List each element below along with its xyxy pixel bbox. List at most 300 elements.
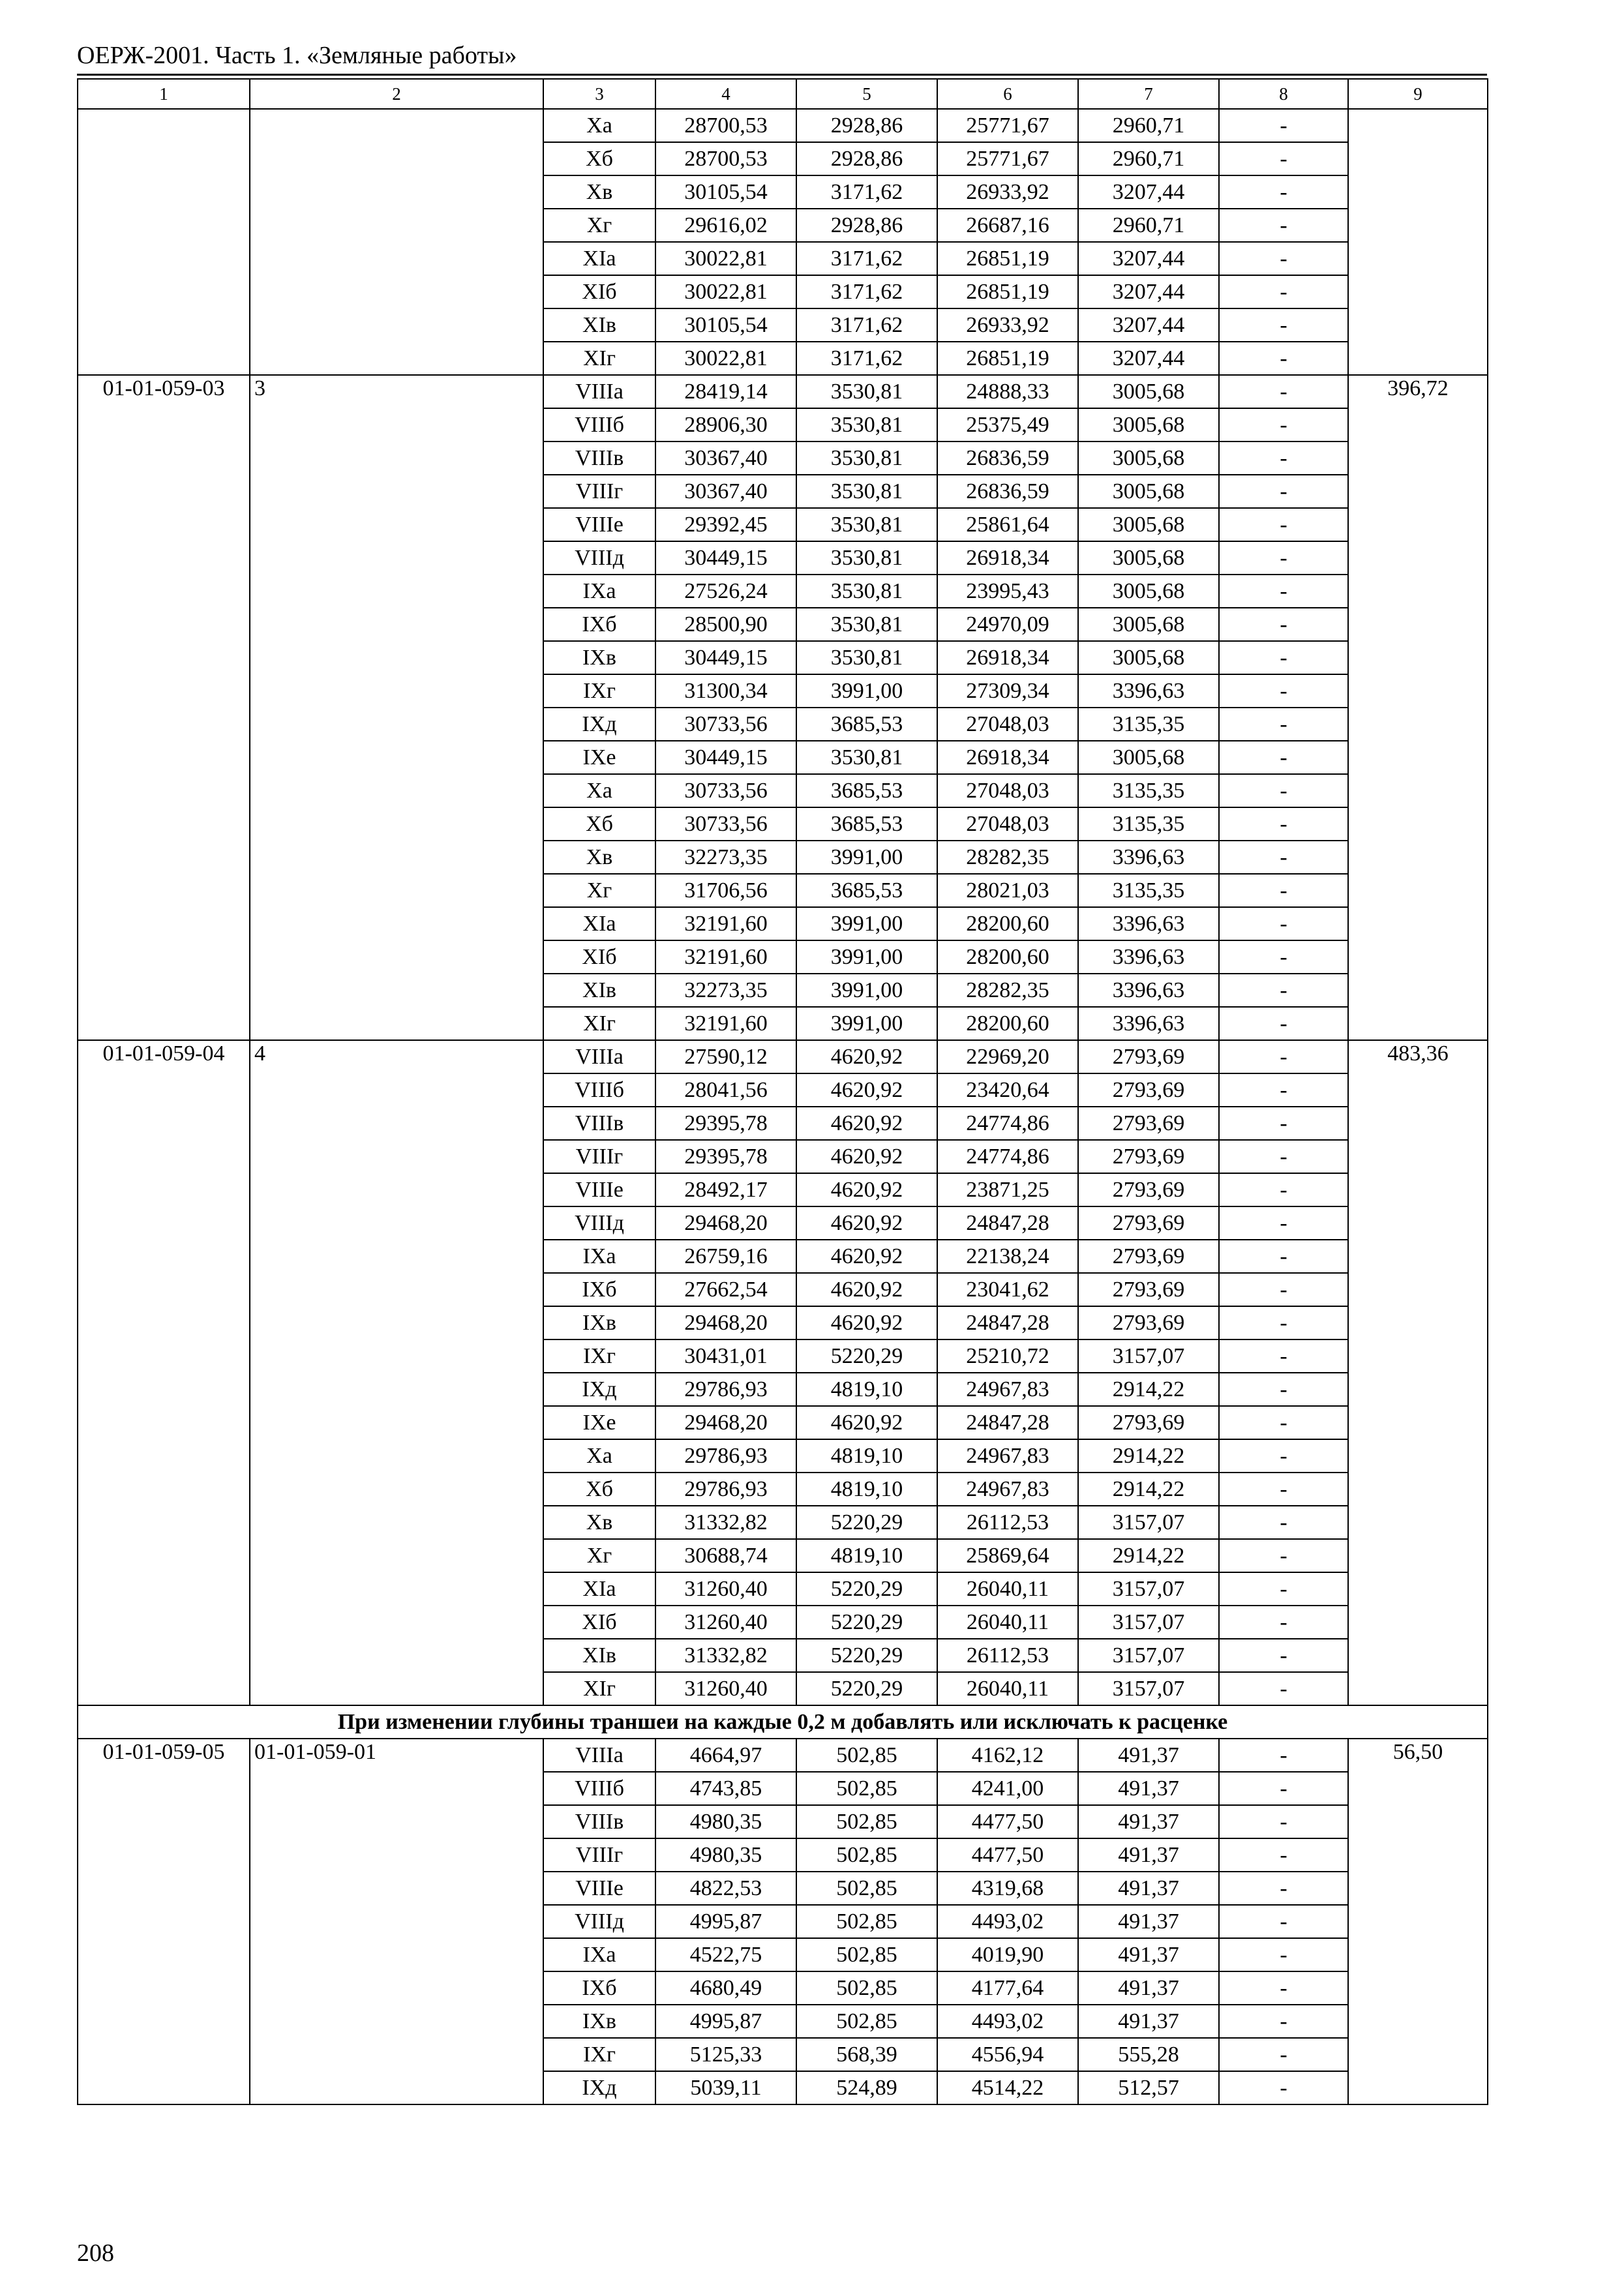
machine-cost-cell: 26851,19	[937, 275, 1078, 308]
machine-cost-cell: 24970,09	[937, 608, 1078, 641]
total-cost-cell: 4995,87	[655, 1905, 796, 1938]
machinist-wage-cell: 3005,68	[1078, 475, 1219, 508]
rate-name-cell: 4	[250, 1040, 543, 1705]
total-cost-cell: 4822,53	[655, 1872, 796, 1905]
table-body	[78, 79, 1488, 2104]
zone-cell: IXг	[543, 1339, 655, 1373]
machine-cost-cell: 26918,34	[937, 641, 1078, 674]
machine-cost-cell: 26040,11	[937, 1606, 1078, 1639]
material-cost-cell: -	[1219, 242, 1348, 275]
machine-cost-cell: 24967,83	[937, 1439, 1078, 1473]
machinist-wage-cell: 3396,63	[1078, 907, 1219, 940]
material-cost-cell: -	[1219, 1772, 1348, 1805]
material-cost-cell: -	[1219, 475, 1348, 508]
labor-cost-cell: 3685,53	[796, 807, 937, 841]
material-cost-cell: -	[1219, 774, 1348, 807]
machine-cost-cell: 4556,94	[937, 2038, 1078, 2071]
total-cost-cell: 29395,78	[655, 1140, 796, 1173]
zone-cell: IXб	[543, 1273, 655, 1306]
machine-cost-cell: 4493,02	[937, 1905, 1078, 1938]
labor-cost-cell: 5220,29	[796, 1506, 937, 1539]
labor-cost-cell: 3991,00	[796, 940, 937, 974]
total-cost-cell: 31706,56	[655, 874, 796, 907]
machine-cost-cell: 24774,86	[937, 1140, 1078, 1173]
total-cost-cell: 32273,35	[655, 841, 796, 874]
material-cost-cell: -	[1219, 1107, 1348, 1140]
labor-cost-cell: 4819,10	[796, 1473, 937, 1506]
material-cost-cell: -	[1219, 1439, 1348, 1473]
labor-cost-cell: 502,85	[796, 1805, 937, 1838]
rate-code-cell: 01-01-059-03	[78, 375, 250, 1040]
machinist-wage-cell: 491,37	[1078, 1971, 1219, 2005]
machinist-wage-cell: 3157,07	[1078, 1606, 1219, 1639]
rate-code-cell	[78, 109, 250, 375]
machine-cost-cell: 4477,50	[937, 1838, 1078, 1872]
material-cost-cell: -	[1219, 940, 1348, 974]
zone-cell: IXг	[543, 2038, 655, 2071]
machinist-wage-cell: 3005,68	[1078, 375, 1219, 408]
zone-cell: VIIIд	[543, 541, 655, 575]
machine-cost-cell: 26687,16	[937, 209, 1078, 242]
material-cost-cell: -	[1219, 1905, 1348, 1938]
machine-cost-cell: 26933,92	[937, 308, 1078, 342]
material-cost-cell: -	[1219, 1339, 1348, 1373]
total-cost-cell: 28492,17	[655, 1173, 796, 1206]
machinist-wage-cell: 2793,69	[1078, 1073, 1219, 1107]
machinist-wage-cell: 512,57	[1078, 2071, 1219, 2104]
zone-cell: IXa	[543, 1240, 655, 1273]
zone-cell: XIa	[543, 242, 655, 275]
column-number: 2	[250, 79, 543, 109]
machinist-wage-cell: 491,37	[1078, 1905, 1219, 1938]
labor-cost-cell: 3530,81	[796, 575, 937, 608]
machine-cost-cell: 4493,02	[937, 2005, 1078, 2038]
machinist-wage-cell: 3207,44	[1078, 175, 1219, 209]
material-cost-cell: -	[1219, 1240, 1348, 1273]
material-cost-cell: -	[1219, 1739, 1348, 1772]
material-cost-cell: -	[1219, 1306, 1348, 1339]
machinist-wage-cell: 2914,22	[1078, 1373, 1219, 1406]
total-cost-cell: 30431,01	[655, 1339, 796, 1373]
material-cost-cell: -	[1219, 1373, 1348, 1406]
labor-cost-cell: 3991,00	[796, 907, 937, 940]
machinist-wage-cell: 2793,69	[1078, 1406, 1219, 1439]
labor-cost-cell: 4620,92	[796, 1140, 937, 1173]
material-cost-cell: -	[1219, 408, 1348, 441]
material-cost-cell: -	[1219, 1206, 1348, 1240]
machinist-wage-cell: 3005,68	[1078, 441, 1219, 475]
labor-cost-cell: 3530,81	[796, 475, 937, 508]
machinist-wage-cell: 555,28	[1078, 2038, 1219, 2071]
machine-cost-cell: 28282,35	[937, 841, 1078, 874]
labor-cost-cell: 568,39	[796, 2038, 937, 2071]
machinist-wage-cell: 2960,71	[1078, 109, 1219, 142]
total-cost-cell: 29468,20	[655, 1206, 796, 1240]
material-cost-cell: -	[1219, 2005, 1348, 2038]
material-cost-cell: -	[1219, 1473, 1348, 1506]
labor-cost-cell: 4819,10	[796, 1439, 937, 1473]
zone-cell: XIa	[543, 907, 655, 940]
material-cost-cell: -	[1219, 1406, 1348, 1439]
total-cost-cell: 28906,30	[655, 408, 796, 441]
machinist-wage-cell: 2960,71	[1078, 142, 1219, 175]
labor-cost-cell: 4819,10	[796, 1373, 937, 1406]
material-cost-cell: -	[1219, 1506, 1348, 1539]
zone-cell: Xв	[543, 175, 655, 209]
machinist-wage-cell: 491,37	[1078, 2005, 1219, 2038]
labor-cost-cell: 3530,81	[796, 408, 937, 441]
machine-cost-cell: 24847,28	[937, 1406, 1078, 1439]
material-cost-cell: -	[1219, 109, 1348, 142]
total-cost-cell: 30449,15	[655, 541, 796, 575]
material-cost-cell: -	[1219, 1173, 1348, 1206]
machinist-wage-cell: 3005,68	[1078, 575, 1219, 608]
zone-cell: XIг	[543, 1672, 655, 1705]
total-cost-cell: 27526,24	[655, 575, 796, 608]
machine-cost-cell: 24847,28	[937, 1206, 1078, 1240]
machinist-wage-cell: 3135,35	[1078, 708, 1219, 741]
zone-cell: IXб	[543, 608, 655, 641]
labor-cost-cell: 4620,92	[796, 1107, 937, 1140]
machinist-wage-cell: 2793,69	[1078, 1173, 1219, 1206]
labor-cost-cell: 3685,53	[796, 774, 937, 807]
machinist-wage-cell: 3005,68	[1078, 408, 1219, 441]
machine-cost-cell: 26851,19	[937, 242, 1078, 275]
labor-cost-cell: 2928,86	[796, 142, 937, 175]
labor-cost-cell: 3991,00	[796, 674, 937, 708]
machinist-wage-cell: 3396,63	[1078, 674, 1219, 708]
zone-cell: IXв	[543, 641, 655, 674]
machinist-wage-cell: 3135,35	[1078, 807, 1219, 841]
material-cost-cell: -	[1219, 708, 1348, 741]
machinist-wage-cell: 2914,22	[1078, 1439, 1219, 1473]
zone-cell: Xг	[543, 874, 655, 907]
total-cost-cell: 5125,33	[655, 2038, 796, 2071]
zone-cell: VIIIе	[543, 1173, 655, 1206]
machine-cost-cell: 26851,19	[937, 342, 1078, 375]
material-cost-cell: -	[1219, 1805, 1348, 1838]
machine-cost-cell: 25375,49	[937, 408, 1078, 441]
zone-cell: IXб	[543, 1971, 655, 2005]
material-cost-cell: -	[1219, 508, 1348, 541]
machinist-wage-cell: 3207,44	[1078, 342, 1219, 375]
labor-cost-cell: 3685,53	[796, 874, 937, 907]
material-cost-cell: -	[1219, 1572, 1348, 1606]
machinist-wage-cell: 3005,68	[1078, 608, 1219, 641]
machinist-wage-cell: 491,37	[1078, 1805, 1219, 1838]
machine-cost-cell: 23995,43	[937, 575, 1078, 608]
total-cost-cell: 27662,54	[655, 1273, 796, 1306]
total-cost-cell: 4743,85	[655, 1772, 796, 1805]
machine-cost-cell: 4162,12	[937, 1739, 1078, 1772]
labor-cost-cell: 3530,81	[796, 441, 937, 475]
labor-cost-cell: 5220,29	[796, 1639, 937, 1672]
total-cost-cell: 29468,20	[655, 1306, 796, 1339]
zone-cell: IXе	[543, 741, 655, 774]
labor-hours-cell: 396,72	[1348, 375, 1488, 1040]
machinist-wage-cell: 3157,07	[1078, 1672, 1219, 1705]
machinist-wage-cell: 2960,71	[1078, 209, 1219, 242]
material-cost-cell: -	[1219, 1073, 1348, 1107]
total-cost-cell: 30733,56	[655, 807, 796, 841]
zone-cell: VIIIд	[543, 1905, 655, 1938]
total-cost-cell: 26759,16	[655, 1240, 796, 1273]
total-cost-cell: 31332,82	[655, 1506, 796, 1539]
total-cost-cell: 28500,90	[655, 608, 796, 641]
table-row	[78, 1040, 1488, 1073]
machine-cost-cell: 22138,24	[937, 1240, 1078, 1273]
total-cost-cell: 30367,40	[655, 475, 796, 508]
machine-cost-cell: 22969,20	[937, 1040, 1078, 1073]
machine-cost-cell: 23871,25	[937, 1173, 1078, 1206]
machine-cost-cell: 25210,72	[937, 1339, 1078, 1373]
total-cost-cell: 4664,97	[655, 1739, 796, 1772]
zone-cell: VIIIг	[543, 1838, 655, 1872]
zone-cell: IXв	[543, 2005, 655, 2038]
machinist-wage-cell: 3396,63	[1078, 974, 1219, 1007]
machinist-wage-cell: 2793,69	[1078, 1107, 1219, 1140]
machine-cost-cell: 25771,67	[937, 142, 1078, 175]
labor-cost-cell: 3171,62	[796, 242, 937, 275]
zone-cell: VIIIв	[543, 1107, 655, 1140]
labor-cost-cell: 3685,53	[796, 708, 937, 741]
zone-cell: VIIIд	[543, 1206, 655, 1240]
zone-cell: Xв	[543, 1506, 655, 1539]
zone-cell: VIIIб	[543, 1772, 655, 1805]
labor-cost-cell: 2928,86	[796, 109, 937, 142]
labor-cost-cell: 4620,92	[796, 1173, 937, 1206]
material-cost-cell: -	[1219, 1938, 1348, 1971]
machinist-wage-cell: 2914,22	[1078, 1539, 1219, 1572]
zone-cell: VIIIг	[543, 475, 655, 508]
machine-cost-cell: 24774,86	[937, 1107, 1078, 1140]
material-cost-cell: -	[1219, 575, 1348, 608]
labor-cost-cell: 3530,81	[796, 641, 937, 674]
total-cost-cell: 29616,02	[655, 209, 796, 242]
page-header: ОЕРЖ-2001. Часть 1. «Земляные работы»	[77, 42, 517, 69]
total-cost-cell: 31300,34	[655, 674, 796, 708]
total-cost-cell: 29395,78	[655, 1107, 796, 1140]
material-cost-cell: -	[1219, 441, 1348, 475]
labor-cost-cell: 5220,29	[796, 1672, 937, 1705]
labor-cost-cell: 3530,81	[796, 741, 937, 774]
zone-cell: XIв	[543, 1639, 655, 1672]
total-cost-cell: 30733,56	[655, 708, 796, 741]
labor-cost-cell: 3171,62	[796, 175, 937, 209]
machinist-wage-cell: 3005,68	[1078, 641, 1219, 674]
labor-cost-cell: 5220,29	[796, 1606, 937, 1639]
zone-cell: IXд	[543, 2071, 655, 2104]
zone-cell: Xa	[543, 1439, 655, 1473]
machine-cost-cell: 25861,64	[937, 508, 1078, 541]
material-cost-cell: -	[1219, 1838, 1348, 1872]
column-number: 5	[796, 79, 937, 109]
material-cost-cell: -	[1219, 275, 1348, 308]
material-cost-cell: -	[1219, 1140, 1348, 1173]
zone-cell: Xa	[543, 774, 655, 807]
labor-cost-cell: 5220,29	[796, 1572, 937, 1606]
labor-cost-cell: 502,85	[796, 1872, 937, 1905]
zone-cell: VIIIе	[543, 1872, 655, 1905]
zone-cell: Xб	[543, 1473, 655, 1506]
labor-cost-cell: 4620,92	[796, 1306, 937, 1339]
page-number: 208	[77, 2239, 114, 2267]
machinist-wage-cell: 491,37	[1078, 1872, 1219, 1905]
machine-cost-cell: 4514,22	[937, 2071, 1078, 2104]
labor-cost-cell: 4620,92	[796, 1073, 937, 1107]
machine-cost-cell: 28021,03	[937, 874, 1078, 907]
machine-cost-cell: 26918,34	[937, 541, 1078, 575]
machine-cost-cell: 28200,60	[937, 907, 1078, 940]
machine-cost-cell: 28200,60	[937, 940, 1078, 974]
labor-cost-cell: 524,89	[796, 2071, 937, 2104]
total-cost-cell: 28041,56	[655, 1073, 796, 1107]
machinist-wage-cell: 3005,68	[1078, 541, 1219, 575]
machinist-wage-cell: 491,37	[1078, 1739, 1219, 1772]
machine-cost-cell: 26918,34	[937, 741, 1078, 774]
labor-cost-cell: 502,85	[796, 2005, 937, 2038]
machine-cost-cell: 26112,53	[937, 1639, 1078, 1672]
zone-cell: Xг	[543, 209, 655, 242]
zone-cell: Xг	[543, 1539, 655, 1572]
machinist-wage-cell: 3135,35	[1078, 874, 1219, 907]
machine-cost-cell: 26040,11	[937, 1572, 1078, 1606]
zone-cell: VIIIе	[543, 508, 655, 541]
machine-cost-cell: 24847,28	[937, 1306, 1078, 1339]
section-heading: При изменении глубины траншеи на каждые 0,2 м добавлять или исключать к расценке	[78, 1705, 1488, 1739]
labor-cost-cell: 3991,00	[796, 841, 937, 874]
zone-cell: XIг	[543, 342, 655, 375]
machinist-wage-cell: 3396,63	[1078, 940, 1219, 974]
labor-cost-cell: 3171,62	[796, 342, 937, 375]
machinist-wage-cell: 3207,44	[1078, 308, 1219, 342]
material-cost-cell: -	[1219, 1007, 1348, 1040]
machine-cost-cell: 28282,35	[937, 974, 1078, 1007]
zone-cell: XIв	[543, 308, 655, 342]
machinist-wage-cell: 491,37	[1078, 1772, 1219, 1805]
labor-cost-cell: 4620,92	[796, 1206, 937, 1240]
machine-cost-cell: 24967,83	[937, 1373, 1078, 1406]
zone-cell: IXг	[543, 674, 655, 708]
machinist-wage-cell: 3157,07	[1078, 1506, 1219, 1539]
machine-cost-cell: 25771,67	[937, 109, 1078, 142]
machine-cost-cell: 24888,33	[937, 375, 1078, 408]
machinist-wage-cell: 3207,44	[1078, 242, 1219, 275]
section-heading-row	[78, 1705, 1488, 1739]
zone-cell: VIIIб	[543, 1073, 655, 1107]
machine-cost-cell: 4241,00	[937, 1772, 1078, 1805]
zone-cell: XIб	[543, 1606, 655, 1639]
zone-cell: XIб	[543, 275, 655, 308]
machine-cost-cell: 26040,11	[937, 1672, 1078, 1705]
machinist-wage-cell: 2914,22	[1078, 1473, 1219, 1506]
total-cost-cell: 29786,93	[655, 1473, 796, 1506]
material-cost-cell: -	[1219, 308, 1348, 342]
labor-cost-cell: 502,85	[796, 1838, 937, 1872]
rate-code-cell: 01-01-059-05	[78, 1739, 250, 2104]
machine-cost-cell: 28200,60	[937, 1007, 1078, 1040]
material-cost-cell: -	[1219, 874, 1348, 907]
material-cost-cell: -	[1219, 175, 1348, 209]
total-cost-cell: 32191,60	[655, 907, 796, 940]
zone-cell: VIIIг	[543, 1140, 655, 1173]
machine-cost-cell: 27048,03	[937, 708, 1078, 741]
labor-hours-cell	[1348, 109, 1488, 375]
zone-cell: Xб	[543, 807, 655, 841]
rate-name-cell: 01-01-059-01	[250, 1739, 543, 2104]
total-cost-cell: 31260,40	[655, 1672, 796, 1705]
total-cost-cell: 28700,53	[655, 142, 796, 175]
total-cost-cell: 31332,82	[655, 1639, 796, 1672]
labor-hours-cell: 56,50	[1348, 1739, 1488, 2104]
machine-cost-cell: 24967,83	[937, 1473, 1078, 1506]
material-cost-cell: -	[1219, 1539, 1348, 1572]
rate-code-cell: 01-01-059-04	[78, 1040, 250, 1705]
labor-cost-cell: 4620,92	[796, 1240, 937, 1273]
labor-cost-cell: 2928,86	[796, 209, 937, 242]
total-cost-cell: 29468,20	[655, 1406, 796, 1439]
zone-cell: IXд	[543, 708, 655, 741]
column-number: 3	[543, 79, 655, 109]
labor-cost-cell: 3991,00	[796, 974, 937, 1007]
machinist-wage-cell: 3207,44	[1078, 275, 1219, 308]
labor-cost-cell: 4819,10	[796, 1539, 937, 1572]
material-cost-cell: -	[1219, 974, 1348, 1007]
material-cost-cell: -	[1219, 641, 1348, 674]
labor-hours-cell: 483,36	[1348, 1040, 1488, 1705]
machine-cost-cell: 4177,64	[937, 1971, 1078, 2005]
header-rule	[77, 74, 1487, 76]
zone-cell: IXa	[543, 1938, 655, 1971]
machine-cost-cell: 23420,64	[937, 1073, 1078, 1107]
material-cost-cell: -	[1219, 1273, 1348, 1306]
total-cost-cell: 29786,93	[655, 1439, 796, 1473]
material-cost-cell: -	[1219, 209, 1348, 242]
zone-cell: XIг	[543, 1007, 655, 1040]
total-cost-cell: 32191,60	[655, 940, 796, 974]
material-cost-cell: -	[1219, 1672, 1348, 1705]
total-cost-cell: 30449,15	[655, 641, 796, 674]
machinist-wage-cell: 3396,63	[1078, 841, 1219, 874]
total-cost-cell: 30022,81	[655, 342, 796, 375]
machinist-wage-cell: 2793,69	[1078, 1240, 1219, 1273]
machine-cost-cell: 23041,62	[937, 1273, 1078, 1306]
machinist-wage-cell: 3157,07	[1078, 1572, 1219, 1606]
machine-cost-cell: 27048,03	[937, 807, 1078, 841]
machine-cost-cell: 4319,68	[937, 1872, 1078, 1905]
labor-cost-cell: 3530,81	[796, 375, 937, 408]
labor-cost-cell: 502,85	[796, 1739, 937, 1772]
column-number: 4	[655, 79, 796, 109]
total-cost-cell: 29392,45	[655, 508, 796, 541]
labor-cost-cell: 3991,00	[796, 1007, 937, 1040]
zone-cell: VIIIa	[543, 1040, 655, 1073]
total-cost-cell: 30367,40	[655, 441, 796, 475]
labor-cost-cell: 3530,81	[796, 541, 937, 575]
column-number: 7	[1078, 79, 1219, 109]
table-row	[78, 109, 1488, 142]
zone-cell: XIв	[543, 974, 655, 1007]
total-cost-cell: 4995,87	[655, 2005, 796, 2038]
column-number-row	[78, 79, 1488, 109]
labor-cost-cell: 502,85	[796, 1938, 937, 1971]
zone-cell: IXд	[543, 1373, 655, 1406]
table-row	[78, 1739, 1488, 1772]
total-cost-cell: 4980,35	[655, 1838, 796, 1872]
labor-cost-cell: 3530,81	[796, 608, 937, 641]
total-cost-cell: 27590,12	[655, 1040, 796, 1073]
labor-cost-cell: 4620,92	[796, 1406, 937, 1439]
